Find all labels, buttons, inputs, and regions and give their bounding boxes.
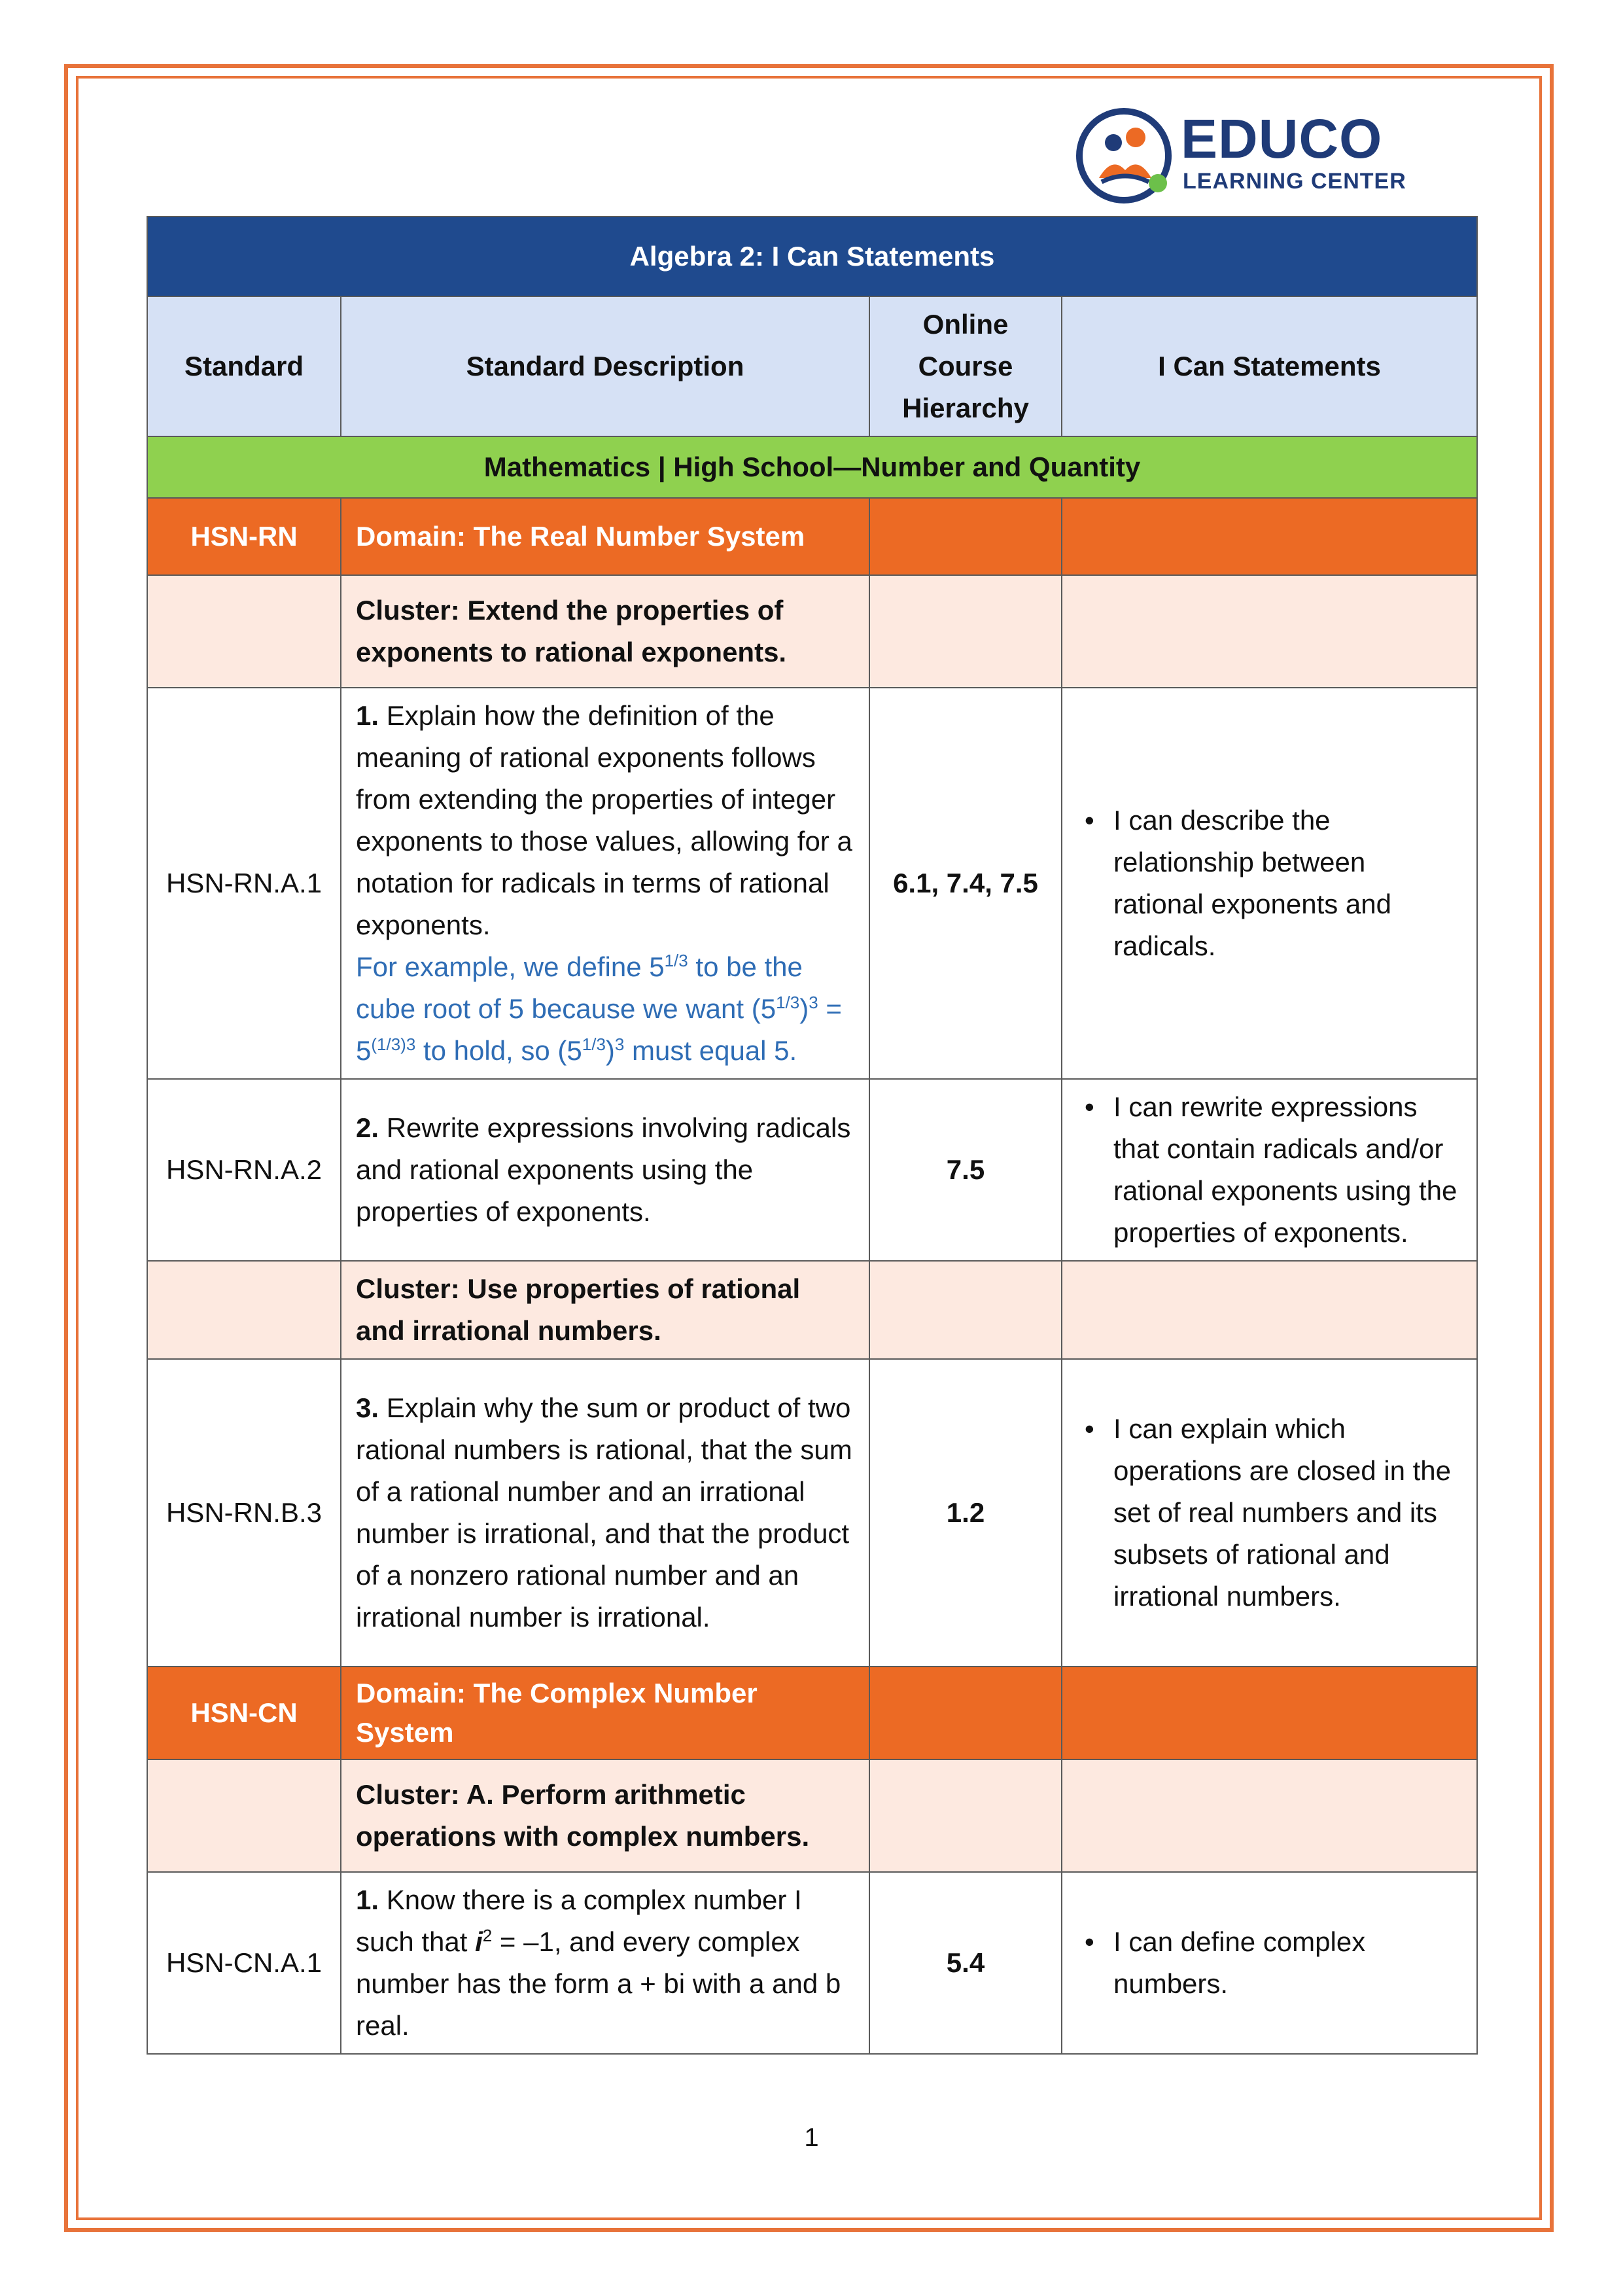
ican-statement: • I can describe the relationship between rational exponents and radicals.: [1113, 800, 1462, 967]
description-text: Rewrite expressions involving radicals and rational exponents using the properties of exponents.: [356, 1112, 851, 1227]
hierarchy-value: 1.2: [869, 1359, 1062, 1667]
cluster-empty-cell: [869, 1261, 1062, 1359]
header-standard: Standard: [147, 296, 341, 436]
description-text: Explain how the definition of the meaning of rational exponents follows from extending the properties of integer exponents to those values, allowing for a notation for radicals in terms of rational exponents.: [356, 700, 852, 940]
ican-cell: [1062, 1079, 1477, 1261]
domain-row: [147, 1667, 1477, 1759]
standard-code: HSN-RN.A.2: [147, 1079, 341, 1261]
domain-title: Domain: The Real Number System: [341, 498, 869, 575]
standard-description: [341, 1359, 869, 1667]
table-row: [147, 1079, 1477, 1261]
standard-number: 1.: [356, 700, 379, 731]
table-row: [147, 688, 1477, 1079]
standard-description: [341, 688, 869, 1079]
description-text: Explain why the sum or product of two rational numbers is rational, that the sum of a rational number and an irrational number is irrational, and that the product of a nonzero rational number and an irrational number is irrational.: [356, 1392, 852, 1633]
standard-code: HSN-RN.A.1: [147, 688, 341, 1079]
ican-statement: • I can explain which operations are closed in the set of real numbers and its subsets of rational and irrational numbers.: [1113, 1408, 1462, 1617]
domain-code: HSN-RN: [147, 498, 341, 575]
cluster-title: Cluster: Use properties of rational and irrational numbers.: [341, 1261, 869, 1359]
hierarchy-value: 7.5: [869, 1079, 1062, 1261]
subject-label: Mathematics | High School—Number and Quantity: [147, 436, 1477, 498]
cluster-title: Cluster: A. Perform arithmetic operations with complex numbers.: [341, 1759, 869, 1872]
ican-cell: [1062, 1359, 1477, 1667]
cluster-empty-cell: [1062, 575, 1477, 688]
standard-description: [341, 1079, 869, 1261]
page-number: 1: [804, 2123, 819, 2152]
table-row: [147, 1872, 1477, 2054]
cluster-empty-cell: [147, 1759, 341, 1872]
logo-subtitle: LEARNING CENTER: [1183, 169, 1406, 194]
example-text: For example, we define $5^{1/3}$ to be the cube root of 5 because we want $(5^{1/3})^3 = 5^{(1/3)3}$ to hold, so $(5^{1/3})^3$ must equal 5.: [356, 951, 842, 1066]
domain-title: Domain: The Complex Number System: [341, 1667, 869, 1759]
hierarchy-value: 6.1, 7.4, 7.5: [869, 688, 1062, 1079]
domain-empty-cell: [1062, 1667, 1477, 1759]
ican-statement: • I can define complex numbers.: [1113, 1921, 1462, 2005]
standard-description: [341, 1872, 869, 2054]
cluster-title: Cluster: Extend the properties of exponents to rational exponents.: [341, 575, 869, 688]
standard-code: HSN-CN.A.1: [147, 1872, 341, 2054]
domain-empty-cell: [869, 498, 1062, 575]
cluster-empty-cell: [1062, 1759, 1477, 1872]
header-ican: I Can Statements: [1062, 296, 1477, 436]
educo-logo: [1073, 105, 1413, 209]
domain-row: [147, 498, 1477, 575]
exponent: 2: [482, 1926, 493, 1945]
cluster-row: [147, 575, 1477, 688]
header-row: [147, 296, 1477, 436]
educo-logo-icon: [1073, 105, 1178, 209]
description-text: Know there is a complex number I such that: [356, 1884, 802, 1957]
table-row: [147, 1359, 1477, 1667]
ican-statement: • I can rewrite expressions that contain radicals and/or rational exponents using the properties of exponents.: [1113, 1086, 1462, 1254]
domain-code: HSN-CN: [147, 1667, 341, 1759]
logo-wordmark: EDUCO: [1181, 108, 1383, 169]
cluster-empty-cell: [869, 1759, 1062, 1872]
standards-table: [147, 216, 1478, 2055]
cluster-empty-cell: [147, 575, 341, 688]
title-row: [147, 217, 1477, 296]
ican-cell: [1062, 688, 1477, 1079]
subject-row: [147, 436, 1477, 498]
table-title: Algebra 2: I Can Statements: [147, 217, 1477, 296]
imaginary-unit: i: [475, 1926, 483, 1957]
standard-number: 1.: [356, 1884, 379, 1915]
ican-cell: [1062, 1872, 1477, 2054]
domain-empty-cell: [1062, 498, 1477, 575]
standard-number: 3.: [356, 1392, 379, 1423]
standard-number: 2.: [356, 1112, 379, 1143]
cluster-row: [147, 1261, 1477, 1359]
header-description: Standard Description: [341, 296, 869, 436]
cluster-empty-cell: [1062, 1261, 1477, 1359]
cluster-empty-cell: [869, 575, 1062, 688]
cluster-row: [147, 1759, 1477, 1872]
header-hierarchy: Online Course Hierarchy: [869, 296, 1062, 436]
description-text: = –1, and every complex number has the form a + bi with a and b real.: [356, 1926, 841, 2041]
domain-empty-cell: [869, 1667, 1062, 1759]
standard-code: HSN-RN.B.3: [147, 1359, 341, 1667]
hierarchy-value: 5.4: [869, 1872, 1062, 2054]
cluster-empty-cell: [147, 1261, 341, 1359]
